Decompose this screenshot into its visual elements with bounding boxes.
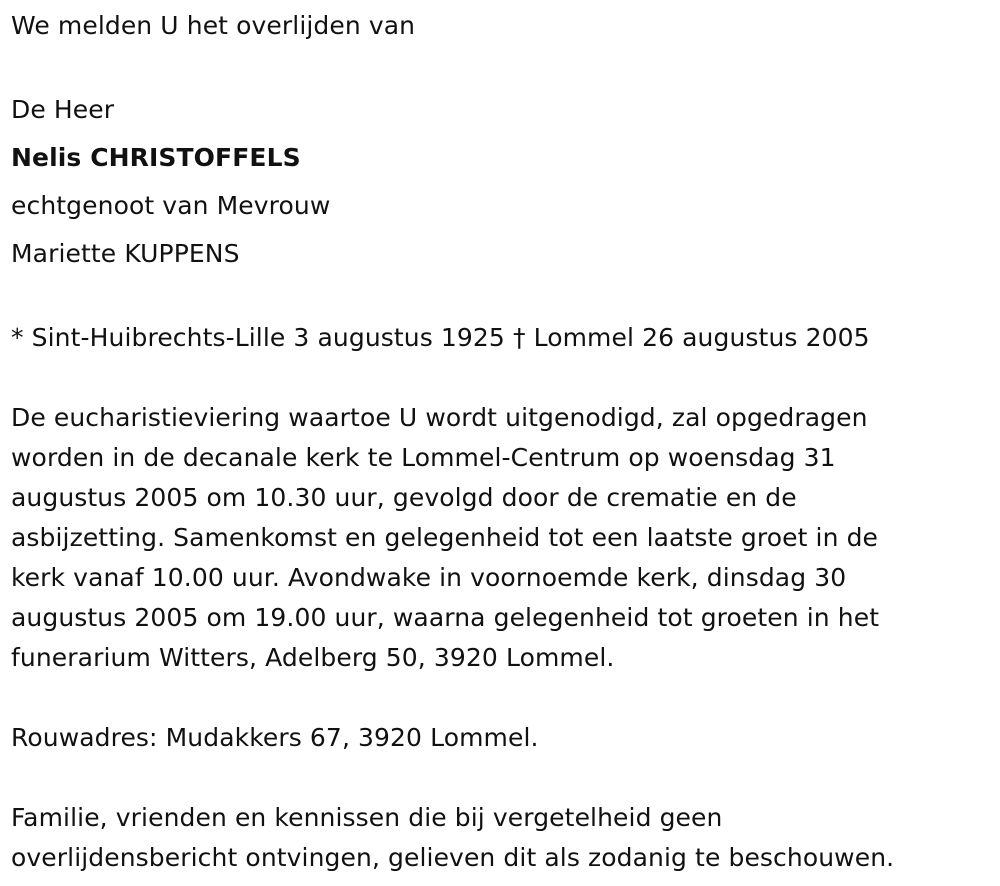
death-notice xyxy=(11,6,986,878)
ceremony-line: funerarium Witters, Adelberg 50, 3920 Lommel. xyxy=(11,643,615,672)
spouse-prefix: echtgenoot van Mevrouw xyxy=(11,191,331,220)
ceremony-line: worden in de decanale kerk te Lommel-Centrum op woensdag 31 xyxy=(11,443,836,472)
spacer xyxy=(11,278,986,318)
spouse-name: Mariette KUPPENS xyxy=(11,239,240,268)
deceased-block xyxy=(11,86,986,278)
closing-paragraph xyxy=(11,798,986,878)
spacer xyxy=(11,678,986,718)
ceremony-paragraph xyxy=(11,398,986,678)
ceremony-line: augustus 2005 om 19.00 uur, waarna gelegenheid tot groeten in het xyxy=(11,603,880,632)
birth-death-line: * Sint-Huibrechts-Lille 3 augustus 1925 † Lommel 26 augustus 2005 xyxy=(11,323,870,352)
intro-text: We melden U het overlijden van xyxy=(11,11,416,40)
deceased-name: Nelis CHRISTOFFELS xyxy=(11,143,301,172)
salutation: De Heer xyxy=(11,95,115,124)
ceremony-line: asbijzetting. Samenkomst en gelegenheid tot een laatste groet in de xyxy=(11,523,879,552)
mourning-address: Rouwadres: Mudakkers 67, 3920 Lommel. xyxy=(11,723,539,752)
closing-line: overlijdensbericht ontvingen, gelieven dit als zodanig te beschouwen. xyxy=(11,843,895,872)
spacer xyxy=(11,758,986,798)
ceremony-line: augustus 2005 om 10.30 uur, gevolgd door de crematie en de xyxy=(11,483,797,512)
spacer xyxy=(11,46,986,86)
closing-line: Familie, vrienden en kennissen die bij vergetelheid geen xyxy=(11,803,723,832)
spacer xyxy=(11,358,986,398)
ceremony-line: kerk vanaf 10.00 uur. Avondwake in voornoemde kerk, dinsdag 30 xyxy=(11,563,847,592)
ceremony-line: De eucharistieviering waartoe U wordt uitgenodigd, zal opgedragen xyxy=(11,403,868,432)
